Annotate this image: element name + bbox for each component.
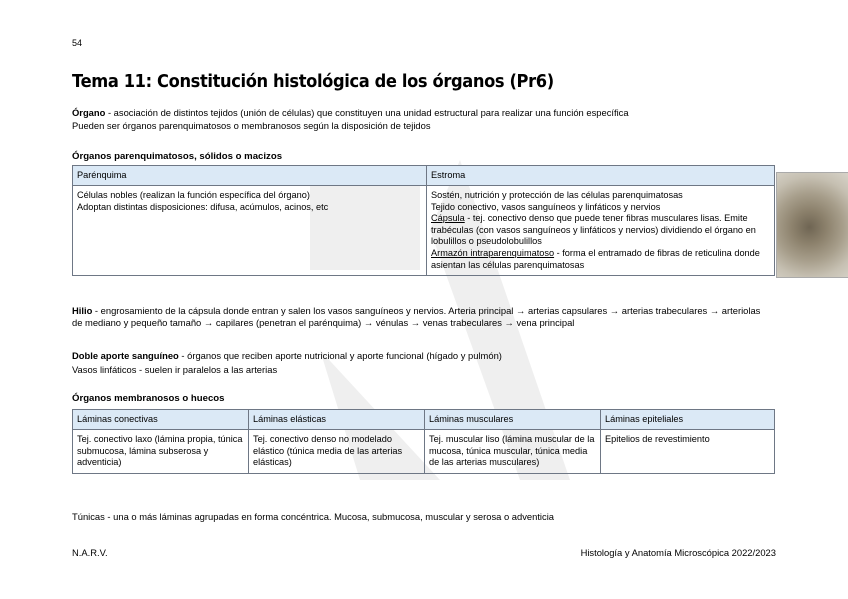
table-row <box>73 430 775 474</box>
parenquima-line: Células nobles (realizan la función específica del órgano) <box>77 190 310 200</box>
organ-types-line: Pueden ser órganos parenquimatosos o membranosos según la disposición de tejidos <box>72 120 431 131</box>
doble-aporte-term: Doble aporte sanguíneo <box>72 350 179 361</box>
laminas-conectivas-header: Láminas conectivas <box>73 410 249 430</box>
micrograph-image <box>776 172 848 278</box>
armazon-entry <box>431 248 770 271</box>
organo-definition-text: - asociación de distintos tejidos (unión de células) que constituyen una unidad estructural para realizar una función específica <box>105 107 629 118</box>
organo-term: Órgano <box>72 107 106 118</box>
hilio-paragraph <box>72 305 772 329</box>
footer-course: Histología y Anatomía Microscópica 2022/2023 <box>580 547 776 558</box>
laminas-elasticas-cell: Tej. conectivo denso no modelado elástico (túnica media de las arterias elásticas) <box>249 430 425 474</box>
table-header-row <box>73 166 775 186</box>
membranosos-heading: Órganos membranosos o huecos <box>72 393 225 404</box>
page-title: Tema 11: Constitución histológica de los órganos (Pr6) <box>72 72 554 92</box>
parenquimatosos-heading: Órganos parenquimatosos, sólidos o macizos <box>72 151 283 162</box>
capsula-term: Cápsula <box>431 213 465 224</box>
table-header-row <box>73 410 775 430</box>
laminas-musculares-header: Láminas musculares <box>425 410 601 430</box>
organo-definition <box>72 107 772 119</box>
armazon-term: Armazón intraparenquimatoso <box>431 247 555 258</box>
hilio-text: - engrosamiento de la cápsula donde entran y salen los vasos sanguíneos y nervios. Arteria principal → arterias capsulares → arterias trabeculares → arteriolas de mediano y pequeño tamaño → capilares (penetran el parénquima) → vénulas → venas trabeculares → vena principal <box>72 305 761 329</box>
laminas-conectivas-cell: Tej. conectivo laxo (lámina propia, túnica submucosa, lámina subserosa y adventicia) <box>73 430 249 474</box>
estroma-cell <box>427 186 775 276</box>
tunicas-line: Túnicas - una o más láminas agrupadas en forma concéntrica. Mucosa, submucosa, muscular y serosa o adventicia <box>72 511 555 522</box>
estroma-line: Sostén, nutrición y protección de las células parenquimatosas <box>431 190 683 200</box>
parenquima-line: Adoptan distintas disposiciones: difusa, acúmulos, acinos, etc <box>77 201 329 212</box>
doble-aporte-paragraph <box>72 350 772 362</box>
armazon-text: - forma el entramado de fibras de reticulina donde asientan las células parenquimatosas <box>431 247 760 270</box>
parenquima-cell <box>73 186 427 276</box>
vasos-linfaticos-line: Vasos linfáticos - suelen ir paralelos a las arterias <box>72 364 278 375</box>
laminas-epiteliales-header: Láminas epiteliales <box>601 410 775 430</box>
footer-author: N.A.R.V. <box>72 547 108 558</box>
laminas-epiteliales-cell: Epitelios de revestimiento <box>601 430 775 474</box>
page-number: 54 <box>72 38 83 48</box>
table-row <box>73 186 775 276</box>
doble-aporte-text: - órganos que reciben aporte nutricional y aporte funcional (hígado y pulmón) <box>178 350 502 361</box>
estroma-line: Tejido conectivo, vasos sanguíneos y linfáticos y nervios <box>431 201 661 212</box>
parenquima-header: Parénquima <box>73 166 427 186</box>
capsula-text: - tej. conectivo denso que puede tener fibras musculares lisas. Emite trabéculas (con vasos sanguíneos y linfáticos y nervios) dividiendo el órgano en lobulillos o pseudolobulillos <box>431 213 756 247</box>
hilio-term: Hilio <box>72 305 93 316</box>
membranosos-table <box>72 409 775 474</box>
parenquimatosos-table <box>72 165 775 276</box>
estroma-header: Estroma <box>427 166 775 186</box>
laminas-musculares-cell: Tej. muscular liso (lámina muscular de la mucosa, túnica muscular, túnica media de las arterias musculares) <box>425 430 601 474</box>
laminas-elasticas-header: Láminas elásticas <box>249 410 425 430</box>
capsula-entry <box>431 213 770 248</box>
